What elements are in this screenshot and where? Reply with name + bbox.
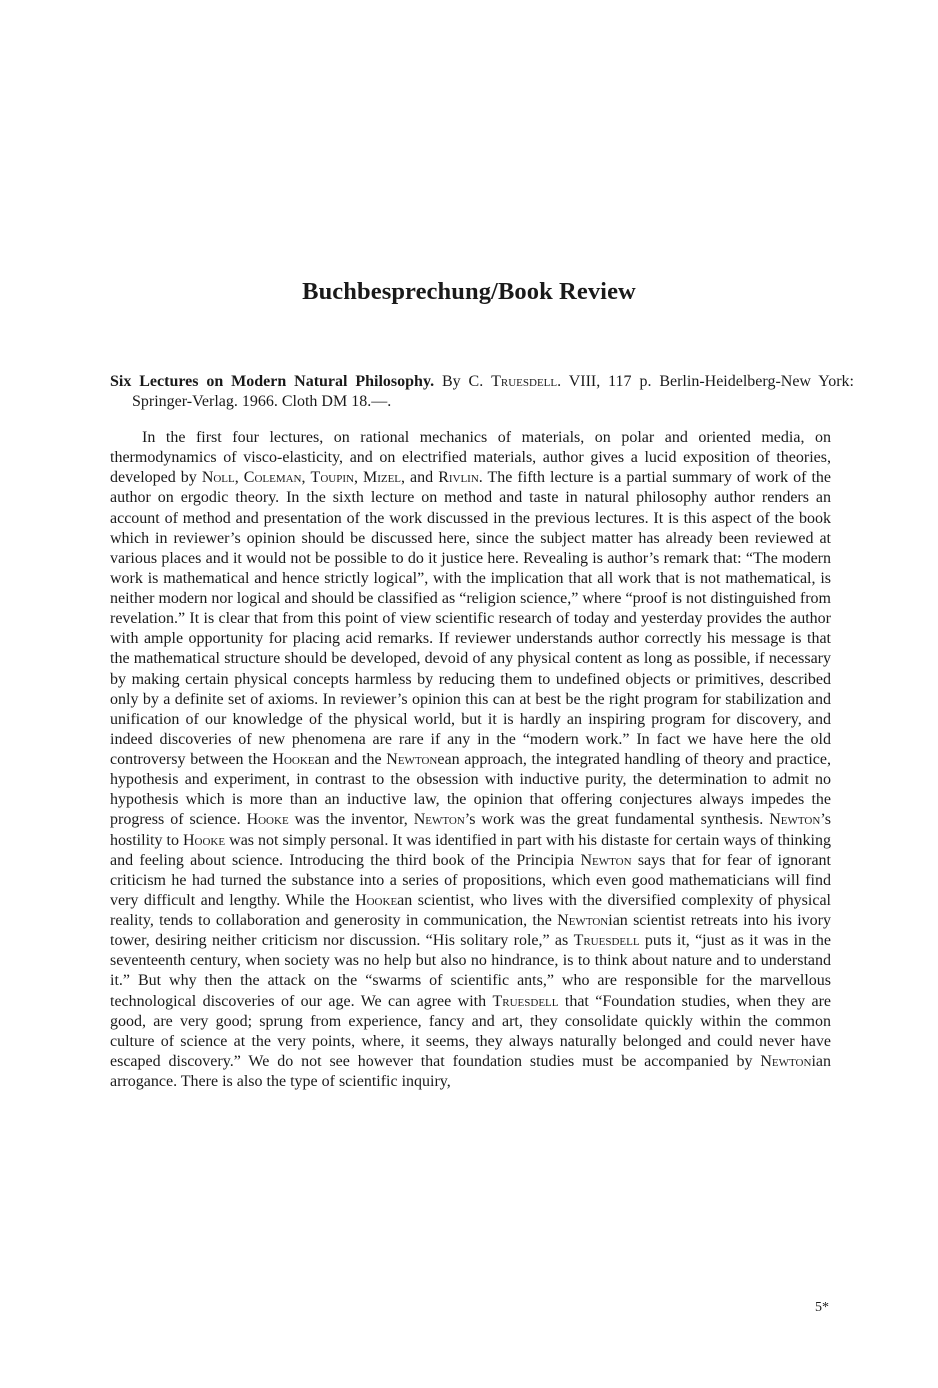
cited-name: Newton (386, 751, 438, 768)
cited-name: Newton (557, 912, 609, 929)
book-citation (110, 372, 854, 412)
body-text-segment: says that for fear of ignorant criticism he had turned the substance into a series of propositions, which even good mathematicians will find very difficult and lengthy. While the (110, 851, 832, 909)
body-text-segment: ean approach, the integrated handling of theory and practice, hypothesis and experiment, in contrast to the obsession with inductive purity, the determination to admit no hypothesis which is more than an inductive law, the opinion that offering conjectures always impedes the progress of science. (110, 751, 831, 829)
body-text-segment: that “Foundation studies, when they are good, are very good; sprung from experience, fancy and art, they consolidate quickly within the common culture of science at the very points, where, it seems, they always naturally belonged and could never have escaped discovery.” We do not see however that foundation studies must be accompanied by (110, 992, 832, 1070)
cited-name: Hooke (272, 751, 315, 768)
citation-by: By C. (434, 373, 492, 390)
cited-name: Coleman (243, 469, 302, 487)
body-text-segment: ’s hostility to (110, 811, 831, 849)
review-body-text (110, 428, 831, 1092)
body-text-segment: . The fifth lecture is a partial summary of work of the author on ergodic theory. In the sixth lecture on method and taste in natural philosophy author renders an account of method and presentation of the work discussed in the previous lectures. It is this aspect of the book which in reviewer’s opinion should be discussed here, since the subject matter has already been reviewed at various places and it would not be possible to do it justice here. Revealing is author’s remark that: “The modern work is mathematical and hence strictly logical”, with the implication that all work that is not mathematical, is neither modern nor logical and should be classified as “religion science,” where “proof is not distinguished from revelation.” It is clear that from this point of view scientific research of today and yesterday provides the author with ample opportunity for placing acid remarks. If reviewer understands author correctly his message is that the mathematical structure should be developed, devoid of any physical content as long as possible, if necessary by making certain physical concepts harmless by reducing them to undefined objects or primitives, described only by a definite set of axioms. In reviewer’s opinion this can at best be the right program for stabilization and unification of our knowledge of the physical world, but it is hardly an inspiring program for discovery, and indeed discoveries of new phenomena are rare if any in the “modern work.” In fact we have here the old controversy between the (110, 469, 832, 768)
cited-name: Newton (413, 811, 465, 829)
cited-name: Rivlin (438, 469, 479, 487)
body-text-segment: was not simply personal. It was identified in part with his distaste for certain ways of thinking and feeling about science. Introducing the third book of the Principia (110, 831, 831, 869)
citation-details: . VIII, 117 p. Berlin-Heidelberg-New York: Springer-Verlag. 1966. Cloth DM 18.—. (132, 373, 855, 410)
cited-name: Newton (580, 851, 632, 869)
body-text-segment: In the first four lectures, on rational mechanics of materials, on polar and oriented media, on thermodynamics of visco-elasticity, and on electrified materials, author gives a lucid exposition of theories, developed by (110, 429, 831, 487)
cited-name: Noll (201, 469, 235, 487)
page-title: Buchbesprechung/Book Review (302, 278, 636, 305)
cited-name: Toupin (310, 469, 354, 487)
body-text-segment: an and the (314, 751, 387, 768)
body-text-segment: an scientist, who lives with the diversified complexity of physical reality, tends to collaboration and generosity in communication, the (110, 891, 831, 929)
cited-name: Truesdell (492, 992, 559, 1010)
body-text-segment: ian scientist retreats into his ivory tower, desiring neither criticism nor discussion. “His solitary role,” as (110, 912, 831, 950)
cited-name: Hooke (355, 891, 398, 909)
body-text-segment: puts it, “just as it was in the seventeenth century, when society was no help but also no hindrance, is to think about nature and to understand it.” But why then the attack on the “swarms of scientific ants,” who are responsible for the marvellous technological discoveries of our age. We can agree with (110, 932, 831, 1010)
book-title: Six Lectures on Modern Natural Philosophy. (110, 373, 435, 390)
body-text-segment: , (234, 469, 244, 487)
body-text-segment: , (301, 469, 311, 487)
cited-name: Mizel (362, 469, 402, 487)
body-text-segment: , (353, 469, 363, 487)
cited-name: Hooke (246, 811, 289, 829)
body-text-segment: was the inventor, (288, 811, 414, 829)
cited-name: Newton (760, 1052, 812, 1070)
cited-name: Truesdell (573, 932, 640, 950)
cited-name: Hooke (182, 831, 226, 849)
book-author: Truesdell (491, 373, 558, 390)
page-number: 5* (815, 1300, 829, 1315)
body-text-segment: , and (401, 469, 439, 487)
body-text-segment: ’s work was the great fundamental synthesis. (464, 811, 770, 829)
cited-name: Newton (769, 811, 821, 829)
body-text-segment: ian arrogance. There is also the type of scientific inquiry, (110, 1052, 831, 1090)
